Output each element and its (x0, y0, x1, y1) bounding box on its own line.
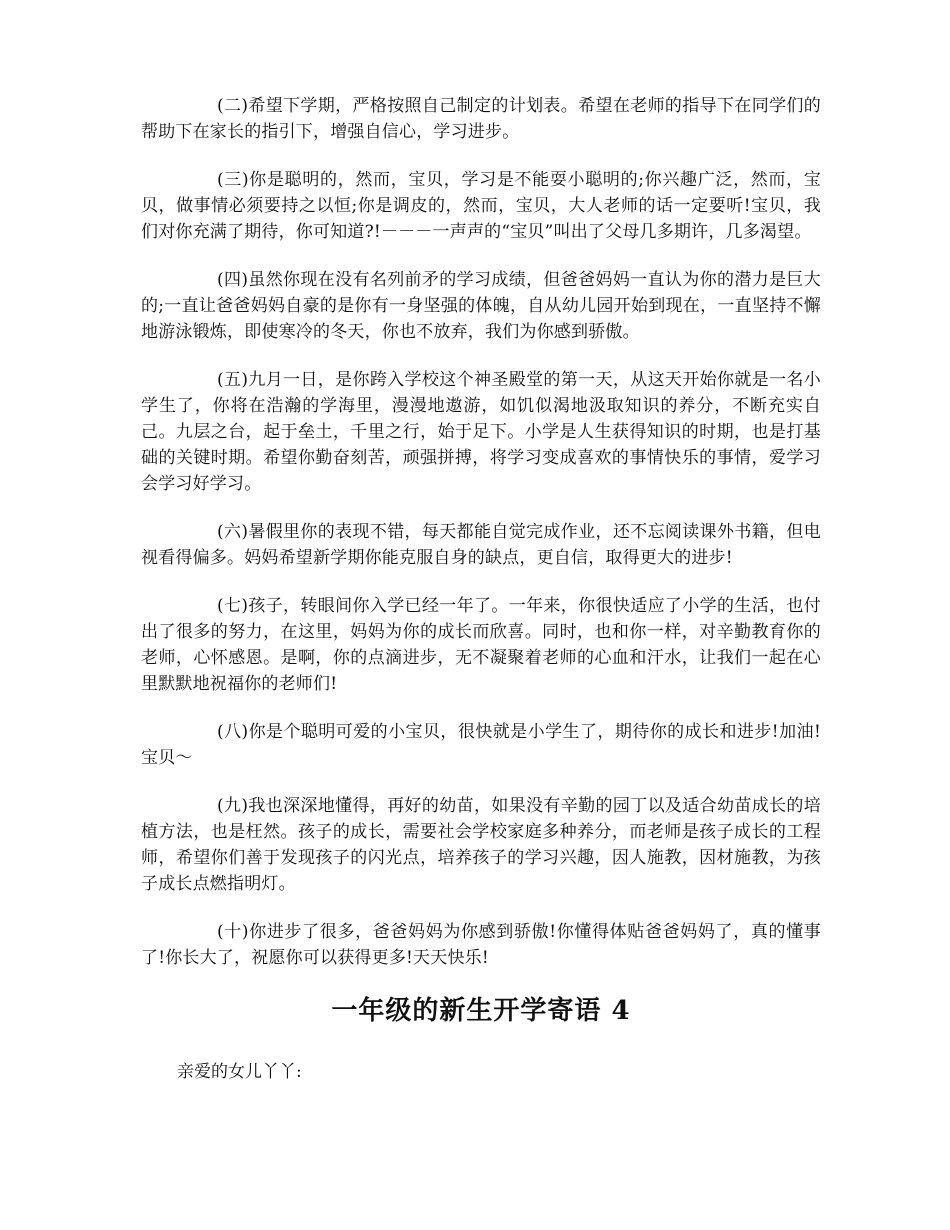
paragraph-8: (八)你是个聪明可爱的小宝贝，很快就是小学生了，期待你的成长和进步!加油!宝贝～ (141, 722, 821, 768)
section-heading: 一年级的新生开学寄语 4 (331, 996, 631, 1026)
paragraph-2: (二)希望下学期，严格按照自己制定的计划表。希望在老师的指导下在同学们的帮助下在家长的指引下，增强自信心，学习进步。 (141, 96, 821, 142)
paragraph-5: (五)九月一日，是你跨入学校这个神圣殿堂的第一天，从这天开始你就是一名小学生了，你将在浩瀚的学海里，漫漫地遨游，如饥似渴地汲取知识的养分，不断充实自己。九层之台，起于垒土，千里之行，始于足下。小学是人生获得知识的时期，也是打基础的关键时期。希望你勤奋刻苦，顽强拼搏，将学习变成喜欢的事情快乐的事情，爱学习会学习好学习。 (141, 370, 821, 494)
paragraph-10: (十)你进步了很多，爸爸妈妈为你感到骄傲!你懂得体贴爸爸妈妈了，真的懂事了!你长大了，祝愿你可以获得更多!天天快乐! (141, 922, 821, 968)
paragraph-7: (七)孩子，转眼间你入学已经一年了。一年来，你很快适应了小学的生活，也付出了很多的努力，在这里，妈妈为你的成长而欣喜。同时，也和你一样，对辛勤教育你的老师，心怀感恩。是啊，你的点滴进步，无不凝聚着老师的心血和汗水，让我们一起在心里默默地祝福你的老师们! (141, 596, 821, 694)
salutation: 亲爱的女儿丫丫: (177, 1062, 302, 1082)
paragraph-6: (六)暑假里你的表现不错，每天都能自觉完成作业，还不忘阅读课外书籍，但电视看得偏多。妈妈希望新学期你能克服自身的缺点，更自信，取得更大的进步! (141, 522, 821, 568)
paragraph-3: (三)你是聪明的，然而，宝贝，学习是不能耍小聪明的;你兴趣广泛，然而，宝贝，做事情必须要持之以恒;你是调皮的，然而，宝贝，大人老师的话一定要听!宝贝，我们对你充满了期待，你可知道?!－－－一声声的“宝贝”叫出了父母几多期许，几多渴望。 (141, 170, 821, 242)
paragraph-9: (九)我也深深地懂得，再好的幼苗，如果没有辛勤的园丁以及适合幼苗成长的培植方法，也是枉然。孩子的成长，需要社会学校家庭多种养分，而老师是孩子成长的工程师，希望你们善于发现孩子的闪光点，培养孩子的学习兴趣，因人施教，因材施教，为孩子成长点燃指明灯。 (141, 796, 821, 894)
document-content (141, 93, 821, 1085)
paragraph-4: (四)虽然你现在没有名列前矛的学习成绩，但爸爸妈妈一直认为你的潜力是巨大的;一直让爸爸妈妈自豪的是你有一身坚强的体魄，自从幼儿园开始到现在，一直坚持不懈地游泳锻炼，即使寒冷的冬天，你也不放弃，我们为你感到骄傲。 (141, 270, 821, 342)
